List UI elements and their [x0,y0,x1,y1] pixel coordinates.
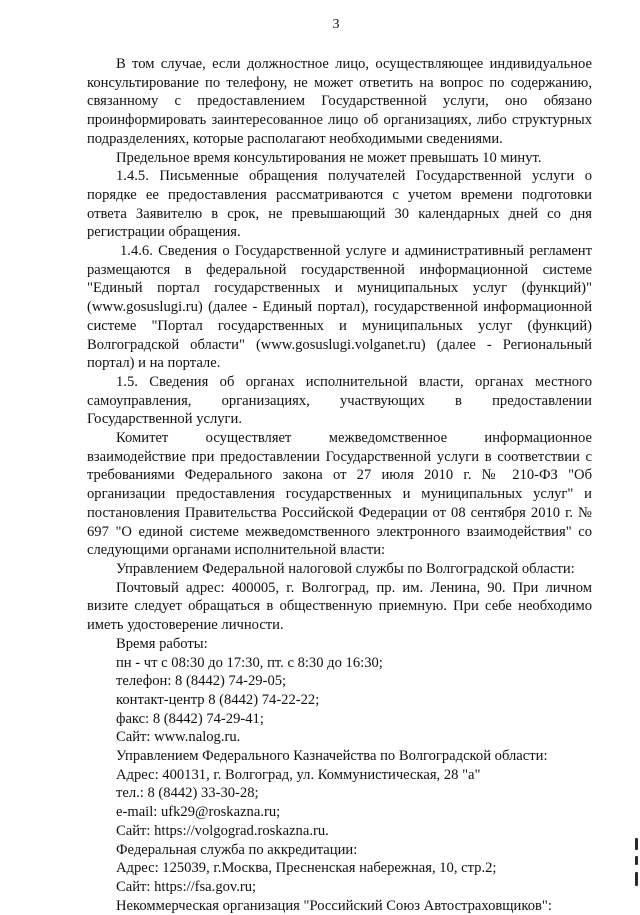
document-body [87,55,592,915]
fns-phone: телефон: 8 (8442) 74-29-05; [116,673,287,690]
paragraph-1-5-heading: 1.5. Сведения об органах исполнительной власти, органах местного самоуправления, организациях, участвующих в предоставлении Государственной услуги. [87,373,592,428]
treasury-email: e-mail: ufk29@roskazna.ru; [116,804,281,821]
fns-fax: факс: 8 (8442) 74-29-41; [116,710,264,727]
rsa-heading: Некоммерческая организация "Российский Союз Автостраховщиков": [116,897,552,914]
treasury-heading: Управлением Федерального Казначейства по Волгоградской области: [116,748,548,765]
fns-address: Почтовый адрес: 400005, г. Волгоград, пр. им. Ленина, 90. При личном визите следует обращаться в общественную приемную. При себе необходимо иметь удостоверение личности. [87,579,592,634]
page-number: 3 [332,17,340,32]
treasury-phone: тел.: 8 (8442) 33-30-28; [116,785,259,802]
treasury-site: Сайт: https://volgograd.roskazna.ru. [116,822,329,839]
fns-contact-center: контакт-центр 8 (8442) 74-22-22; [116,691,320,708]
scan-edge-mark [635,838,638,850]
scan-edge-mark [635,872,638,886]
paragraph-consultation-referral: В том случае, если должностное лицо, осуществляющее индивидуальное консультирование по телефону, не может ответить на вопрос по содержанию, связанному с предоставлением Государственной услуги, оно обязано проинформировать заинтересованное лицо об организациях, либо структурных подразделениях, которые располагают необходимыми сведениями. [87,56,592,147]
accreditation-heading: Федеральная служба по аккредитации: [116,841,358,858]
fns-hours-label: Время работы: [116,635,208,652]
accreditation-site: Сайт: https://fsa.gov.ru; [116,878,257,895]
paragraph-interagency-cooperation: Комитет осуществляет межведомственное информационное взаимодействие при предоставлении Государственной услуги в соответствии с требованиями Федерального закона от 27 июля 2010 г. № 210-ФЗ "Об организации предоставления государственных и муниципальных услуг" и постановления Правительства Российской Федерации от 08 сентября 2010 г. № 697 "О единой системе межведомственного электронного взаимодействия" со следующими органами исполнительной власти: [87,430,592,559]
scan-edge-mark [635,856,638,865]
paragraph-1-4-5-written-requests: 1.4.5. Письменные обращения получателей Государственной услуги о порядке ее предоставления рассматриваются с учетом времени подготовки ответа Заявителю в срок, не превышающий 30 календарных дней со дня регистрации обращения. [87,168,592,241]
fns-site: Сайт: www.nalog.ru. [116,729,241,746]
treasury-address: Адрес: 400131, г. Волгоград, ул. Коммунистическая, 28 "а" [116,766,481,783]
accreditation-address: Адрес: 125039, г.Москва, Пресненская набережная, 10, стр.2; [116,860,497,877]
fns-hours: пн - чт с 08:30 до 17:30, пт. с 8:30 до 16:30; [116,654,383,671]
paragraph-consultation-time-limit: Предельное время консультирования не может превышать 10 минут. [116,149,542,166]
paragraph-1-4-6-portal-info: 1.4.6. Сведения о Государственной услуге и административный регламент размещаются в федеральной государственной информационной системе "Единый портал государственных и муниципальных услуг (функций)" (www.gosuslugi.ru) (далее - Единый портал), государственной информационной системе "Портал государственных и муниципальных услуг (функций) Волгоградской области" (www.gosuslugi.volganet.ru) (далее - Региональный портал) и на портале. [87,243,592,372]
fns-heading: Управлением Федеральной налоговой службы по Волгоградской области: [116,560,575,577]
